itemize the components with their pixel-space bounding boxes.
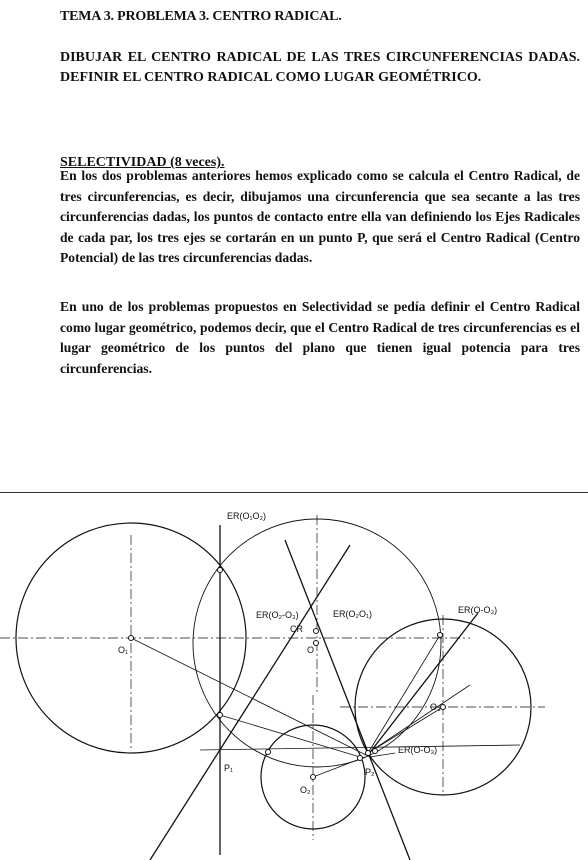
label-o3: O₃ bbox=[430, 702, 441, 712]
label-er-o2-o3: ER(O₂-O₃) bbox=[256, 610, 299, 620]
construction-line-1 bbox=[131, 638, 370, 757]
label-er-o2-o1: ER(O₂O₁) bbox=[333, 609, 373, 619]
radical-axis-o2-o3 bbox=[150, 545, 350, 860]
selectividad-heading: SELECTIVIDAD (8 veces). bbox=[60, 155, 225, 170]
construction-line-7 bbox=[368, 685, 470, 753]
radical-axis-o2-o1 bbox=[285, 540, 410, 860]
construction-line-3 bbox=[220, 715, 360, 757]
label-er-o-o3-top: ER(O-O₃) bbox=[458, 605, 498, 615]
problem-statement: DIBUJAR EL CENTRO RADICAL DE LAS TRES CIRCUNFERENCIAS DADAS. DEFINIR EL CENTRO RADICAL COMO LUGAR GEOMÉTRICO. bbox=[60, 50, 580, 85]
label-p1: P₁ bbox=[224, 763, 234, 773]
divider-line bbox=[0, 492, 588, 493]
label-o1: O₁ bbox=[118, 645, 129, 655]
paragraph-1: En los dos problemas anteriores hemos explicado como se calcula el Centro Radical, de tres circunferencias, es decir, dibujamos una circunferencia que sea secante a las tres circunferencias dadas, los puntos de contacto entre ella van definiendo los Ejes Radicales de cada par, los tres ejes se cortarán en un punto P, que será el Centro Radical (Centro Potencial) de las tres circunferencias dadas. bbox=[60, 168, 580, 266]
label-o2: O₂ bbox=[300, 785, 311, 795]
document-title: TEMA 3. PROBLEMA 3. CENTRO RADICAL. bbox=[60, 9, 342, 24]
paragraph-2: En uno de los problemas propuestos en Selectividad se pedía definir el Centro Radical como lugar geométrico, podemos decir, que el Centro Radical de tres circunferencias es el lugar geométrico de los puntos del plano que tienen igual potencia para tres circunferencias. bbox=[60, 299, 580, 376]
label-o: O bbox=[307, 645, 315, 655]
label-p2: P₂ bbox=[365, 767, 375, 777]
construction-line-5 bbox=[368, 635, 440, 753]
label-er-o1-o2: ER(O₁O₂) bbox=[227, 511, 267, 521]
label-er-o-o3-low: ER(O-O₃) bbox=[398, 745, 438, 755]
label-cr: CR bbox=[290, 624, 303, 634]
radical-center-diagram bbox=[0, 495, 588, 860]
radical-axis-o-o3 bbox=[368, 613, 478, 755]
